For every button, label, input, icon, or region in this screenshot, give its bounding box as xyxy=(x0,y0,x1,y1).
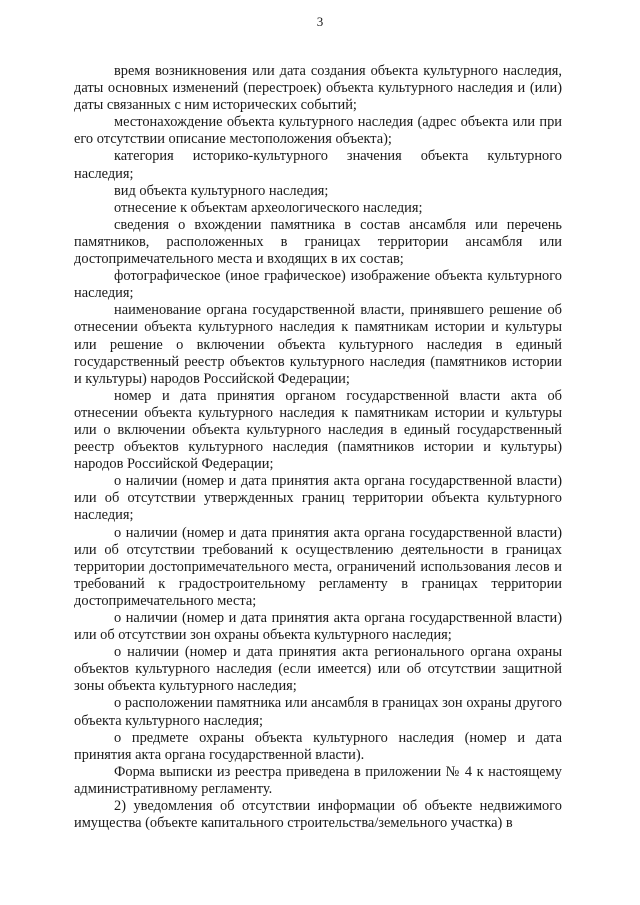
paragraph-protection-subject: о предмете охраны объекта культурного наследия (номер и дата принятия акта органа государственной власти). xyxy=(74,729,562,763)
paragraph-category: категория историко-культурного значения объекта культурного наследия; xyxy=(74,148,562,182)
paragraph-authority-name: наименование органа государственной власти, принявшего решение об отнесении объекта культурного наследия к памятникам истории и культуры или решение о включении объекта культурного наследия в единый государственный реестр объектов культурного наследия (памятников истории и культуры) народов Российской Федерации; xyxy=(74,302,562,387)
paragraph-archaeological: отнесение к объектам археологического наследия; xyxy=(114,199,423,216)
paragraph-other-object-zones: о расположении памятника или ансамбля в границах зон охраны другого объекта культурного наследия; xyxy=(74,695,562,729)
paragraph-protection-zones: о наличии (номер и дата принятия акта органа государственной власти) или об отсутствии зон охраны объекта культурного наследия; xyxy=(74,610,562,644)
paragraph-photo: фотографическое (иное графическое) изображение объекта культурного наследия; xyxy=(74,268,562,302)
page-number: 3 xyxy=(316,14,324,29)
paragraph-ensemble: сведения о вхождении памятника в состав ансамбля или перечень памятников, расположенных в границах территории ансамбля или достопримечательного места и входящих в их состав; xyxy=(74,216,562,268)
paragraph-activity-requirements: о наличии (номер и дата принятия акта органа государственной власти) или об отсутствии требований к осуществлению деятельности в границах территории достопримечательного места, ограничений использования лесов и требований к градостроительному регламенту в границах территории достопримечательного места; xyxy=(74,524,562,609)
paragraph-creation-date: время возникновения или дата создания объекта культурного наследия, даты основных изменений (перестроек) объекта культурного наследия и (или) даты связанных с ним исторических событий; xyxy=(74,63,562,114)
paragraph-extract-form: Форма выписки из реестра приведена в приложении № 4 к настоящему административному регламенту. xyxy=(74,763,562,797)
paragraph-act-number-date: номер и дата принятия органом государственной власти акта об отнесении объекта культурного наследия к памятникам истории и культуры или о включении объекта культурного наследия в единый государственный реестр объектов культурного наследия (памятников истории и культуры) народов Российской Федерации; xyxy=(74,387,562,473)
paragraph-location: местонахождение объекта культурного наследия (адрес объекта или при его отсутствии описание местоположения объекта); xyxy=(74,114,562,148)
paragraph-protective-zone: о наличии (номер и дата принятия акта регионального органа охраны объектов культурного наследия (если имеется) или об отсутствии защитной зоны объекта культурного наследия; xyxy=(74,644,562,695)
paragraph-territory-borders: о наличии (номер и дата принятия акта органа государственной власти) или об отсутствии утвержденных границ территории объекта культурного наследия; xyxy=(74,473,562,524)
document-body xyxy=(74,63,562,832)
paragraph-no-information-notice: 2) уведомления об отсутствии информации об объекте недвижимого имущества (объекте капитального строительства/земельного участка) в xyxy=(74,798,562,832)
paragraph-object-type: вид объекта культурного наследия; xyxy=(114,182,329,199)
